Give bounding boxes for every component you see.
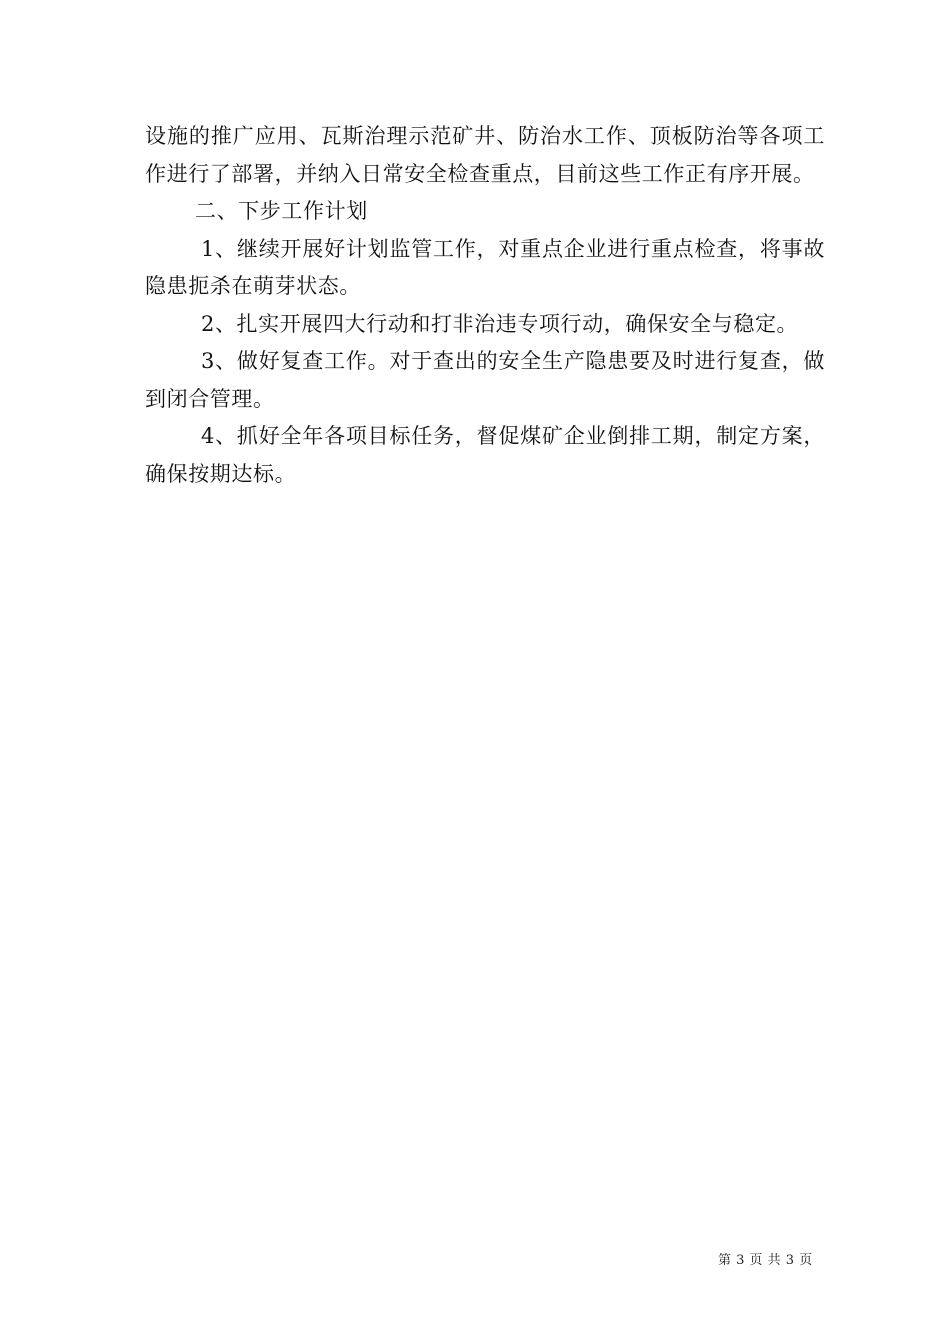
plan-item-2: 2、扎实开展四大行动和打非治违专项行动，确保安全与稳定。 [201,311,799,336]
document-body [145,118,825,493]
section-heading: 二、下步工作计划 [195,199,368,223]
plan-item-4: 4、抓好全年各项目标任务，督促煤矿企业倒排工期，制定方案，确保按期达标。 [145,424,825,486]
plan-item-3: 3、做好复查工作。对于查出的安全生产隐患要及时进行复查，做到闭合管理。 [145,349,825,411]
paragraph-continuation: 设施的推广应用、瓦斯治理示范矿井、防治水工作、顶板防治等各项工作进行了部署，并纳入日常安全检查重点，目前这些工作正有序开展。 [145,124,825,186]
page-number-footer: 第 3 页 共 3 页 [718,1253,813,1268]
plan-item-1: 1、继续开展好计划监管工作，对重点企业进行重点检查，将事故隐患扼杀在萌芽状态。 [145,236,825,298]
